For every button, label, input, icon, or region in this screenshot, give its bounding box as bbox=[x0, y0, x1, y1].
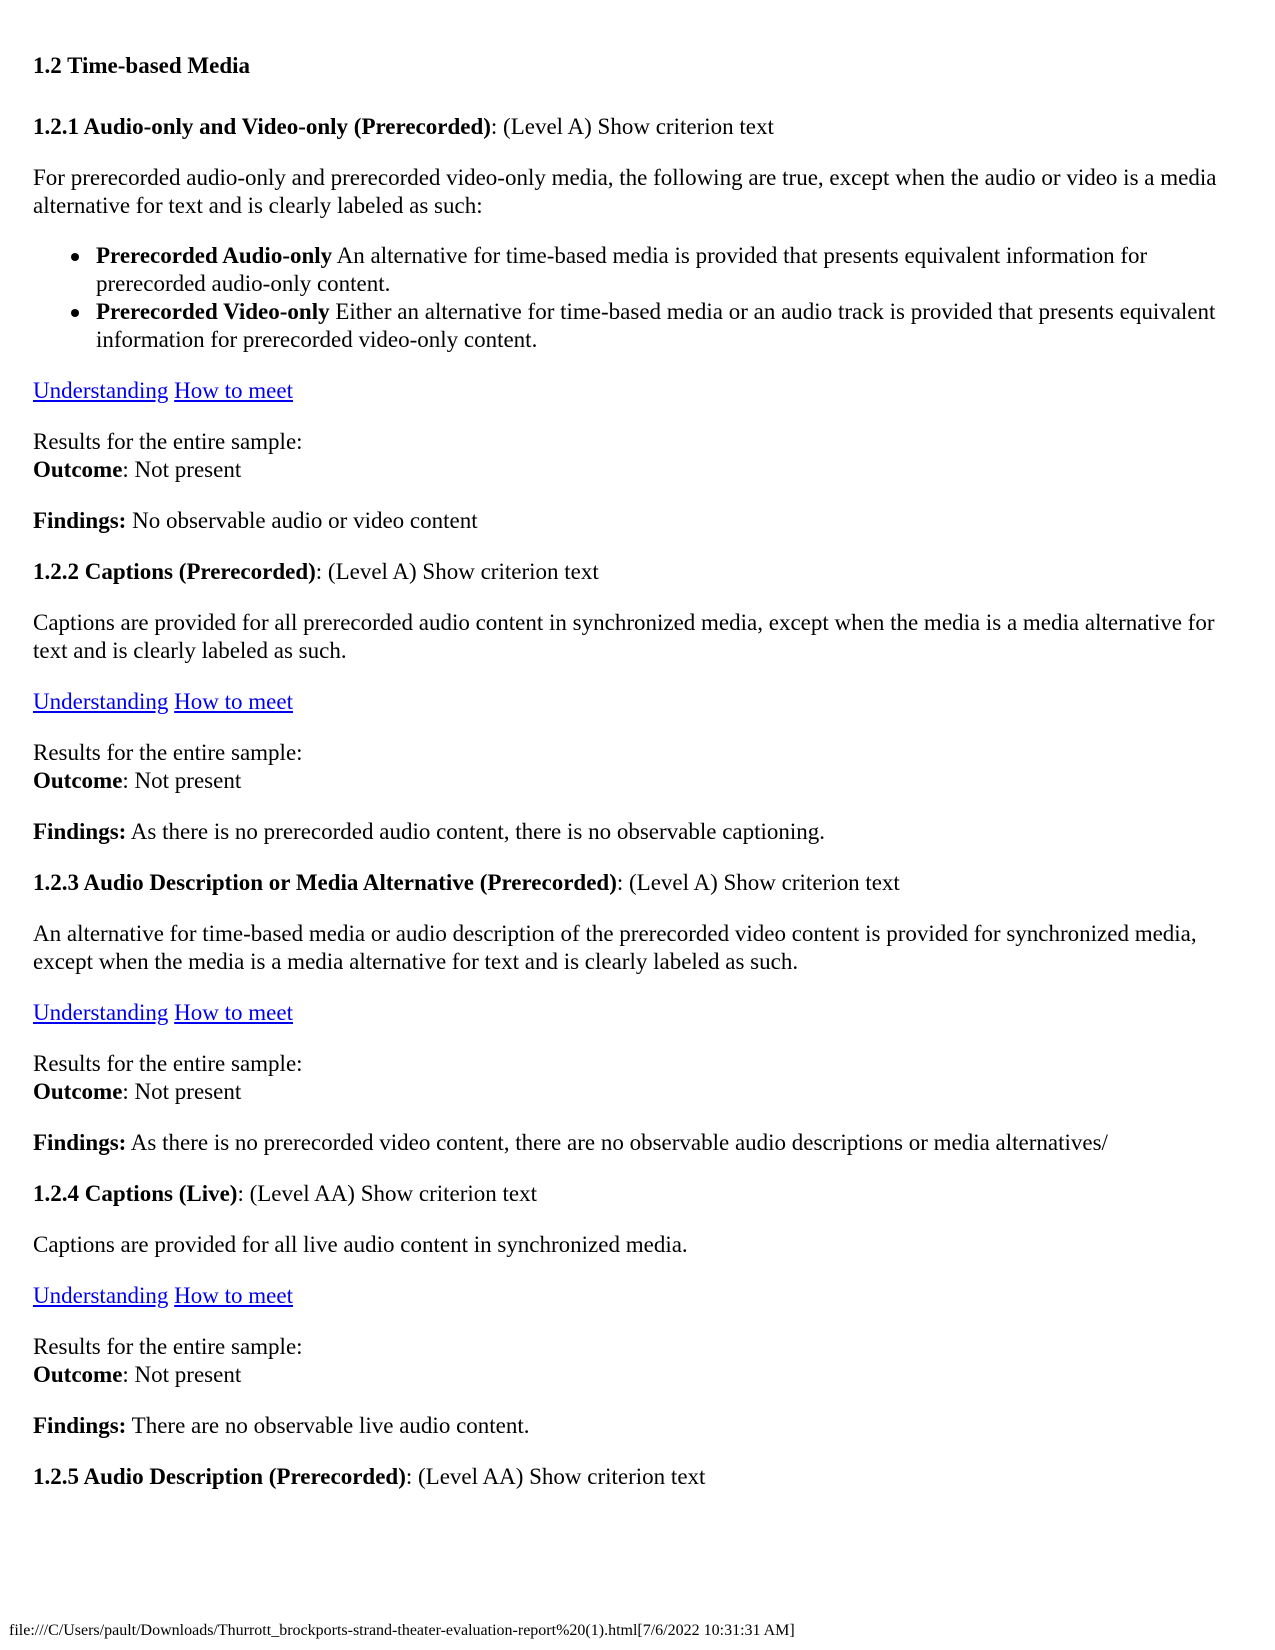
criterion-title: 1.2.1 Audio-only and Video-only (Prerecorded) bbox=[33, 114, 491, 139]
criterion-level: : (Level AA) Show criterion text bbox=[405, 1464, 706, 1489]
list-item bbox=[96, 242, 1245, 298]
criterion-links bbox=[33, 377, 1245, 405]
criterion-level: : (Level A) Show criterion text bbox=[490, 114, 774, 139]
outcome-value: : Not present bbox=[122, 1362, 242, 1387]
outcome-label: Outcome bbox=[33, 1362, 123, 1387]
findings-label: Findings: bbox=[33, 508, 127, 533]
list-item-text: Either an alternative for time-based media or an audio track is provided that presents equivalent information for prerecorded video-only content. bbox=[96, 299, 1216, 352]
how-to-meet-link[interactable]: How to meet bbox=[174, 689, 293, 714]
criterion-heading-1-2-5 bbox=[33, 1463, 1245, 1491]
bullet-icon bbox=[71, 253, 79, 261]
criterion-description: For prerecorded audio-only and prerecorded video-only media, the following are true, except when the audio or video is a media alternative for text and is clearly labeled as such: bbox=[33, 165, 1217, 218]
outcome-line bbox=[33, 1361, 1245, 1389]
criterion-description: Captions are provided for all prerecorded audio content in synchronized media, except when the media is a media alternative for text and is clearly labeled as such. bbox=[33, 610, 1215, 663]
outcome-value: : Not present bbox=[122, 1079, 242, 1104]
criterion-list bbox=[33, 242, 1245, 354]
findings-line bbox=[33, 818, 1245, 846]
results-block bbox=[33, 739, 1245, 795]
criterion-description: Captions are provided for all live audio content in synchronized media. bbox=[33, 1232, 688, 1257]
outcome-label: Outcome bbox=[33, 1079, 123, 1104]
findings-text: There are no observable live audio content. bbox=[126, 1413, 530, 1438]
criterion-title: 1.2.2 Captions (Prerecorded) bbox=[33, 559, 316, 584]
list-item-text: An alternative for time-based media is provided that presents equivalent information for prerecorded audio-only content. bbox=[96, 243, 1148, 296]
criterion-links bbox=[33, 688, 1245, 716]
findings-text: As there is no prerecorded audio content, there is no observable captioning. bbox=[126, 819, 826, 844]
outcome-label: Outcome bbox=[33, 457, 123, 482]
results-block bbox=[33, 428, 1245, 484]
outcome-label: Outcome bbox=[33, 768, 123, 793]
outcome-value: : Not present bbox=[122, 457, 242, 482]
findings-line bbox=[33, 1129, 1245, 1157]
outcome-line bbox=[33, 767, 1245, 795]
results-label: Results for the entire sample: bbox=[33, 1334, 303, 1359]
criterion-level: : (Level A) Show criterion text bbox=[616, 870, 900, 895]
results-block bbox=[33, 1050, 1245, 1106]
findings-label: Findings: bbox=[33, 1413, 127, 1438]
list-item-label: Prerecorded Video-only bbox=[96, 299, 330, 324]
understanding-link[interactable]: Understanding bbox=[33, 1283, 169, 1308]
criterion-links bbox=[33, 1282, 1245, 1310]
page-footer-url: file:///C/Users/pault/Downloads/Thurrott_brockports-strand-theater-evaluation-report%20(1).html[7/6/2022 10:31:31 AM] bbox=[9, 1622, 795, 1639]
how-to-meet-link[interactable]: How to meet bbox=[174, 1000, 293, 1025]
how-to-meet-link[interactable]: How to meet bbox=[174, 378, 293, 403]
results-label: Results for the entire sample: bbox=[33, 1051, 303, 1076]
outcome-line bbox=[33, 456, 1245, 484]
list-item bbox=[96, 298, 1245, 354]
findings-label: Findings: bbox=[33, 1130, 127, 1155]
criterion-level: : (Level A) Show criterion text bbox=[315, 559, 599, 584]
findings-text: As there is no prerecorded video content, there are no observable audio descriptions or media alternatives/ bbox=[126, 1130, 1108, 1155]
criterion-heading-1-2-1 bbox=[33, 113, 1245, 141]
understanding-link[interactable]: Understanding bbox=[33, 689, 169, 714]
section-title: 1.2 Time-based Media bbox=[33, 53, 251, 78]
outcome-value: : Not present bbox=[122, 768, 242, 793]
results-label: Results for the entire sample: bbox=[33, 740, 303, 765]
criterion-title: 1.2.5 Audio Description (Prerecorded) bbox=[33, 1464, 406, 1489]
bullet-icon bbox=[71, 309, 79, 317]
outcome-line bbox=[33, 1078, 1245, 1106]
understanding-link[interactable]: Understanding bbox=[33, 1000, 169, 1025]
findings-text: No observable audio or video content bbox=[126, 508, 478, 533]
criterion-heading-1-2-2 bbox=[33, 558, 1245, 586]
document-page bbox=[33, 52, 1245, 1514]
results-label: Results for the entire sample: bbox=[33, 429, 303, 454]
criterion-heading-1-2-3 bbox=[33, 869, 1245, 897]
criterion-heading-1-2-4 bbox=[33, 1180, 1245, 1208]
how-to-meet-link[interactable]: How to meet bbox=[174, 1283, 293, 1308]
findings-line bbox=[33, 507, 1245, 535]
criterion-title: 1.2.4 Captions (Live) bbox=[33, 1181, 238, 1206]
results-block bbox=[33, 1333, 1245, 1389]
criterion-description: An alternative for time-based media or audio description of the prerecorded video content is provided for synchronized media, except when the media is a media alternative for text and is clearly labeled as such. bbox=[33, 921, 1197, 974]
criterion-title: 1.2.3 Audio Description or Media Alternative (Prerecorded) bbox=[33, 870, 617, 895]
findings-line bbox=[33, 1412, 1245, 1440]
list-item-label: Prerecorded Audio-only bbox=[96, 243, 333, 268]
understanding-link[interactable]: Understanding bbox=[33, 378, 169, 403]
criterion-level: : (Level AA) Show criterion text bbox=[237, 1181, 538, 1206]
findings-label: Findings: bbox=[33, 819, 127, 844]
criterion-links bbox=[33, 999, 1245, 1027]
